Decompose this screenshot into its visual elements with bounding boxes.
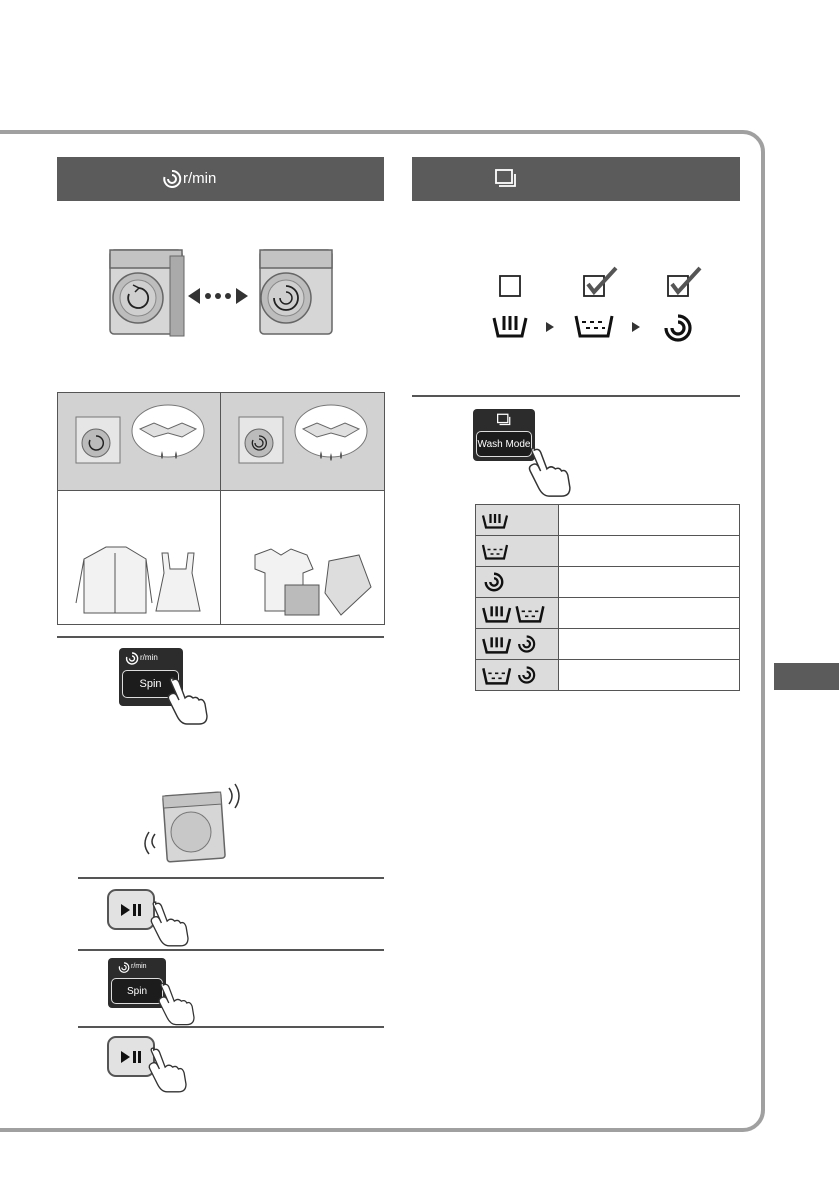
play-pause-icon xyxy=(119,1050,143,1064)
high-spin-wring-cell xyxy=(220,392,385,491)
tshirt-towel-illustration xyxy=(241,541,381,621)
section-tab xyxy=(774,663,839,690)
wash-spin-icons xyxy=(480,633,550,655)
mode-description-cell xyxy=(559,598,740,629)
speed-arrows xyxy=(188,288,248,304)
spin-icon xyxy=(125,652,139,666)
play-pause-icon xyxy=(119,903,143,917)
mode-description-cell xyxy=(559,629,740,660)
spin-button-2[interactable]: Spin xyxy=(111,978,163,1004)
checkbox-unchecked xyxy=(500,276,520,296)
wash-mode-icon xyxy=(494,168,518,190)
mode-icon-cell xyxy=(476,660,559,691)
washer-high-speed xyxy=(260,250,332,334)
spin-unit-label: r/min xyxy=(183,170,217,187)
spin-icon xyxy=(118,962,130,974)
twisted-cloth-illustration xyxy=(68,403,218,483)
washer-low-speed xyxy=(110,250,184,336)
rinse-spin-icons xyxy=(480,664,550,686)
mode-icon-cell xyxy=(476,536,559,567)
mode-divider xyxy=(412,395,740,397)
mode-description-cell xyxy=(559,567,740,598)
wrung-cloth-illustration xyxy=(231,403,381,483)
spin-unit-small: r/min xyxy=(140,653,158,662)
mode-icon-cell xyxy=(476,598,559,629)
spin-speed-header xyxy=(57,157,384,201)
spin-icon xyxy=(482,571,506,593)
pointing-hand-icon xyxy=(158,983,194,1023)
step-divider-2 xyxy=(78,877,384,879)
mode-icon-cell xyxy=(476,567,559,598)
step-divider-3 xyxy=(78,949,384,951)
wash-mode-icon xyxy=(496,413,512,427)
table-row xyxy=(476,629,740,660)
rinse-icon xyxy=(576,316,612,336)
shaking-washer-illustration xyxy=(145,782,245,864)
spin-icon xyxy=(161,168,183,190)
mode-description-cell xyxy=(559,660,740,691)
washer-speed-illustration xyxy=(108,248,333,338)
wash-mode-header xyxy=(412,157,740,201)
wash-rinse-icons xyxy=(480,602,550,624)
delicate-clothes-cell xyxy=(57,490,221,625)
table-row xyxy=(476,536,740,567)
start-pause-button[interactable] xyxy=(107,889,155,930)
cardigan-and-top-illustration xyxy=(76,543,216,623)
table-row xyxy=(476,660,740,691)
mode-icon-cell xyxy=(476,505,559,536)
wash-mode-table xyxy=(475,504,740,691)
mode-description-cell xyxy=(559,505,740,536)
table-row xyxy=(476,505,740,536)
mode-description-cell xyxy=(559,536,740,567)
step-divider-4 xyxy=(78,1026,384,1028)
regular-clothes-cell xyxy=(220,490,385,625)
low-spin-wring-cell xyxy=(57,392,221,491)
mode-sequence-diagram xyxy=(490,266,710,342)
wash-mode-button-panel xyxy=(473,409,535,461)
pointing-hand-icon xyxy=(528,448,570,494)
step-divider-1 xyxy=(57,636,384,638)
pointing-hand-icon xyxy=(150,902,188,944)
spin-icon xyxy=(666,316,690,340)
wash-mode-button[interactable]: Wash Mode xyxy=(476,431,532,457)
table-row xyxy=(476,567,740,598)
rinse-icon xyxy=(480,540,510,562)
spin-button[interactable]: Spin xyxy=(122,670,179,698)
wash-icon xyxy=(494,316,526,336)
table-row xyxy=(476,598,740,629)
wash-icon xyxy=(480,509,510,531)
pointing-hand-icon xyxy=(148,1048,186,1090)
spin-unit-small-2: r/min xyxy=(131,963,147,970)
mode-icon-cell xyxy=(476,629,559,660)
pointing-hand-icon xyxy=(167,678,207,722)
